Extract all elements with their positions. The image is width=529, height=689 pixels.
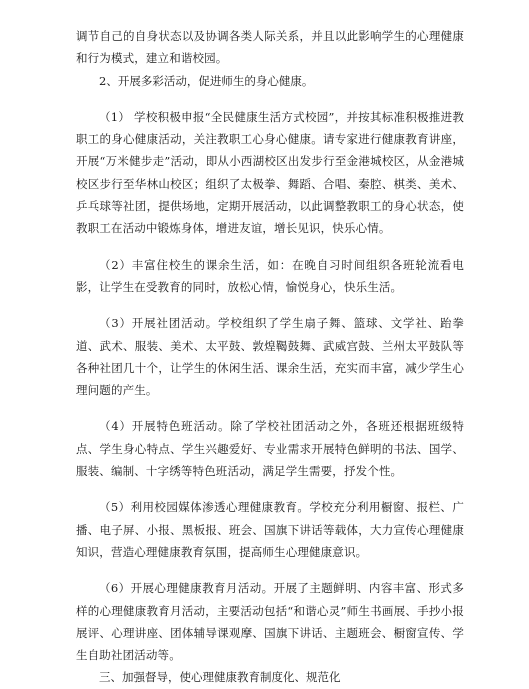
- paragraph-item-3: （3）开展社团活动。学校组织了学生扇子舞、篮球、文学社、跆拳道、武术、服装、美术、太平鼓、敦煌鞨鼓舞、武威宫鼓、兰州太平鼓队等各种社团几十个，让学生的休闲生活、课余生活，充实而丰富，减少学生心理问题的产生。: [76, 316, 464, 398]
- paragraph-item-1: （1） 学校积极申报“全民健康生活方式校园”，并按其标准积极推进教职工的身心健康活动，关注教职工心身心健康。请专家进行健康教育讲座，开展“万米健步走”活动，即从小西湖校区出发步行至金港城校区，从金港城校区步行至华林山校区；组织了太极拳、舞蹈、合唱、秦腔、棋类、美术、乒乓球等社团，提供场地，定期开展活动，以此调整教职工的身心状态，使教职工在活动中锻炼身体，增进友谊，增长见识，快乐心情。: [76, 109, 464, 236]
- document-body: [76, 25, 464, 689]
- paragraph-item-6: （6）开展心理健康教育月活动。开展了主题鲜明、内容丰富、形式多样的心理健康教育月活动，主要活动包括“和谐心灵”师生书画展、手抄小报展评、心理讲座、团体辅导课观摩、国旗下讲话、主题班会、橱窗宣传、学生自助社团活动等。: [76, 581, 464, 663]
- paragraph-item-5: （5）利用校园媒体渗透心理健康教育。学校充分利用橱窗、报栏、广播、电子屏、小报、黑板报、班会、国旗下讲话等载体，大力宣传心理健康知识，营造心理健康教育氛围，提高师生心理健康意识。: [76, 500, 464, 559]
- paragraph-item-2: （2）丰富住校生的课余生活，如：在晚自习时间组织各班轮流看电影，让学生在受教育的同时，放松心情，愉悦身心，快乐生活。: [76, 257, 464, 294]
- paragraph-item-4: （4）开展特色班活动。除了学校社团活动之外，各班还根据班级特点、学生身心特点、学生兴趣爱好、专业需求开展特色鲜明的书法、国学、服装、编制、十字绣等特色班活动，满足学生需要，抒发个性。: [76, 419, 464, 479]
- paragraph-continuation: 调节自己的自身状态以及协调各类人际关系，并且以此影响学生的心理健康和行为模式，建立和谐校园。: [76, 29, 464, 66]
- section-heading-2: 2、开展多彩活动，促进师生的身心健康。: [99, 73, 314, 88]
- section-heading-3: 三、加强督导，使心理健康教育制度化、规范化: [99, 670, 341, 685]
